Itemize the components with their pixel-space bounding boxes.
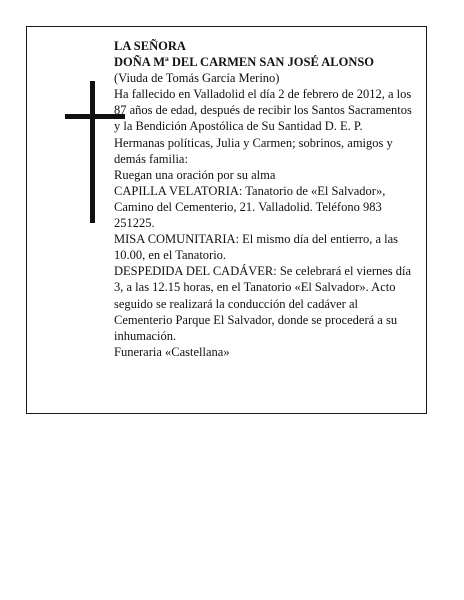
funeral-home: Funeraria «Castellana» <box>114 344 230 359</box>
widow-line: (Viuda de Tomás García Merino) <box>114 71 280 86</box>
chapel-paragraph: CAPILLA VELATORIA: Tanatorio de «El Salvador», Camino del Cementerio, 21. Valladolid. Teléfono 983 251225. <box>114 183 386 231</box>
prayer-line: Ruegan una oración por su alma <box>114 167 276 182</box>
deceased-name: DOÑA Mª DEL CARMEN SAN JOSÉ ALONSO <box>114 55 375 70</box>
family-paragraph: Hermanas políticas, Julia y Carmen; sobrinos, amigos y demás familia: <box>114 135 393 166</box>
notice-heading: LA SEÑORA <box>114 39 186 53</box>
death-paragraph: Ha fallecido en Valladolid el día 2 de febrero de 2012, a los 87 años de edad, después de recibir los Santos Sacramentos y la Bendición Apostólica de Su Santidad D. E. P. <box>114 87 412 134</box>
cross-vertical-bar <box>90 81 95 223</box>
farewell-paragraph: DESPEDIDA DEL CADÁVER: Se celebrará el viernes día 3, a las 12.15 horas, en el Tanatorio «El Salvador». Acto seguido se realizará la conducción del cadáver al Cementerio Parque El Salvador, donde se procederá a su inhumación. <box>114 264 412 343</box>
mass-paragraph: MISA COMUNITARIA: El mismo día del entierro, a las 10.00, en el Tanatorio. <box>114 232 399 263</box>
obituary-text <box>114 38 418 360</box>
